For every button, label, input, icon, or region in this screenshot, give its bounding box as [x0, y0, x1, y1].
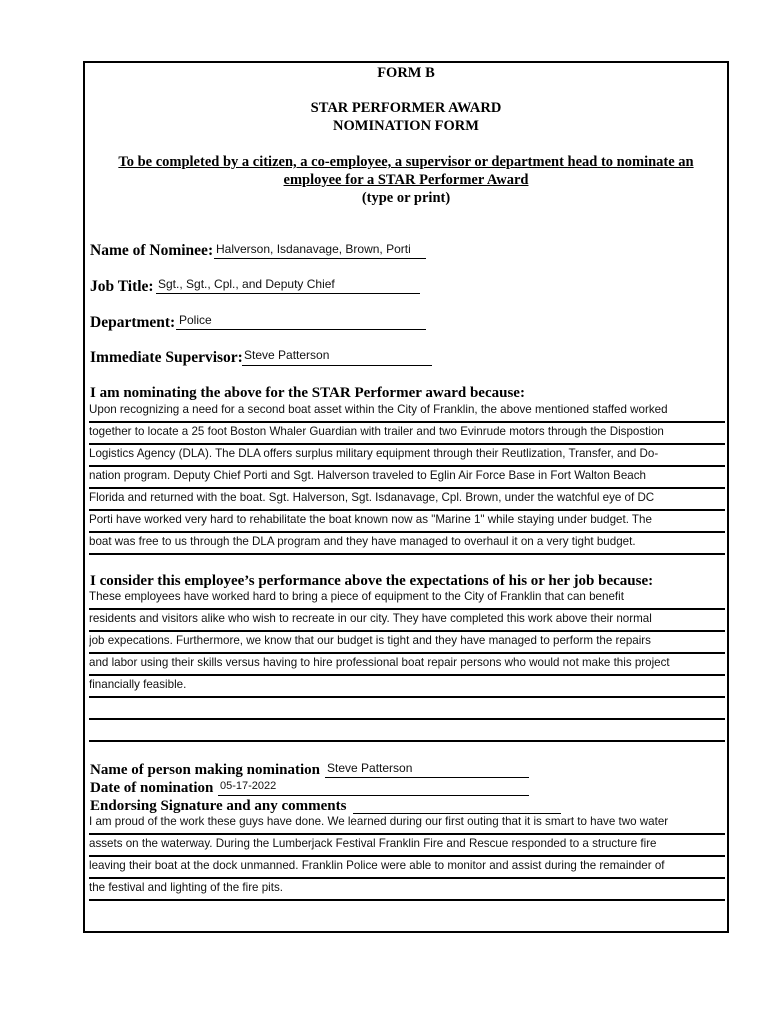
form-label: FORM B	[377, 65, 435, 81]
comment-line[interactable]: I am proud of the work these guys have done. We learned during our first outing that it is smart to have two water	[89, 813, 725, 835]
job-title-label: Job Title:	[90, 278, 154, 295]
nominator-name-underline	[325, 777, 529, 778]
supervisor-underline	[242, 365, 432, 366]
type-or-print-note: (type or print)	[361, 190, 451, 206]
performance-line[interactable]: residents and visitors alike who wish to recreate in our city. They have completed this work above their normal	[89, 610, 725, 632]
department-label: Department:	[90, 314, 176, 331]
nominator-name-label: Name of person making nomination	[90, 762, 321, 778]
reason-line[interactable]: nation program. Deputy Chief Porti and Sgt. Halverson traveled to Eglin Air Force Base in Fort Walton Beach	[89, 467, 725, 489]
reason-line[interactable]: Porti have worked very hard to rehabilitate the boat known now as "Marine 1" while staying under budget. The	[89, 511, 725, 533]
job-title-field[interactable]: Sgt., Sgt., Cpl., and Deputy Chief	[158, 277, 335, 291]
job-title-underline	[156, 293, 420, 294]
form-title-line2: NOMINATION FORM	[333, 118, 479, 134]
comment-line[interactable]: leaving their boat at the dock unmanned. Franklin Police were able to monitor and assist during the remainder of	[89, 857, 725, 879]
reason-line[interactable]: Florida and returned with the boat. Sgt. Halverson, Sgt. Isdanavage, Cpl. Brown, under the watchful eye of DC	[89, 489, 725, 511]
performance-line[interactable]	[89, 720, 725, 742]
instruction-line1: To be completed by a citizen, a co-employee, a supervisor or department head to nominate an	[118, 154, 694, 170]
reason-line[interactable]: Logistics Agency (DLA). The DLA offers surplus military equipment through their Reutlization, Transfer, and Do-	[89, 445, 725, 467]
reason-line[interactable]: boat was free to us through the DLA program and they have managed to overhaul it on a very tight budget.	[89, 533, 725, 555]
reason-line[interactable]: together to locate a 25 foot Boston Whaler Guardian with trailer and two Evinrude motors through the Dispostion	[89, 423, 725, 445]
performance-line[interactable]: job expecations. Furthermore, we know that our budget is tight and they have managed to perform the repairs	[89, 632, 725, 654]
form-title-line1: STAR PERFORMER AWARD	[310, 100, 502, 116]
comment-line[interactable]: the festival and lighting of the fire pits.	[89, 879, 725, 901]
department-field[interactable]: Police	[179, 313, 212, 327]
reason-line[interactable]: Upon recognizing a need for a second boat asset within the City of Franklin, the above mentioned staffed worked	[89, 401, 725, 423]
supervisor-label: Immediate Supervisor:	[90, 349, 243, 366]
performance-line[interactable]: and labor using their skills versus having to hire professional boat repair persons who would not make this project	[89, 654, 725, 676]
endorsing-signature-label: Endorsing Signature and any comments	[90, 798, 347, 814]
nomination-date-field[interactable]: 05-17-2022	[220, 780, 277, 792]
nomination-date-underline	[218, 795, 529, 796]
nominee-label: Name of Nominee:	[90, 242, 214, 259]
nomination-date-label: Date of nomination	[90, 780, 214, 796]
comment-line[interactable]	[89, 901, 725, 923]
instruction-line2: employee for a STAR Performer Award	[283, 172, 529, 188]
nominee-field[interactable]: Halverson, Isdanavage, Brown, Porti	[216, 242, 411, 256]
performance-line[interactable]	[89, 698, 725, 720]
performance-line[interactable]: These employees have worked hard to bring a piece of equipment to the City of Franklin that can benefit	[89, 588, 725, 610]
reason-heading: I am nominating the above for the STAR Performer award because:	[90, 385, 525, 401]
nominator-name-field[interactable]: Steve Patterson	[327, 761, 413, 775]
supervisor-field[interactable]: Steve Patterson	[244, 348, 330, 362]
nominee-underline	[214, 258, 426, 259]
performance-line[interactable]: financially feasible.	[89, 676, 725, 698]
performance-heading: I consider this employee’s performance above the expectations of his or her job because:	[90, 573, 654, 589]
comment-line[interactable]: assets on the waterway. During the Lumberjack Festival Franklin Fire and Rescue responded to a structure fire	[89, 835, 725, 857]
department-underline	[176, 329, 426, 330]
